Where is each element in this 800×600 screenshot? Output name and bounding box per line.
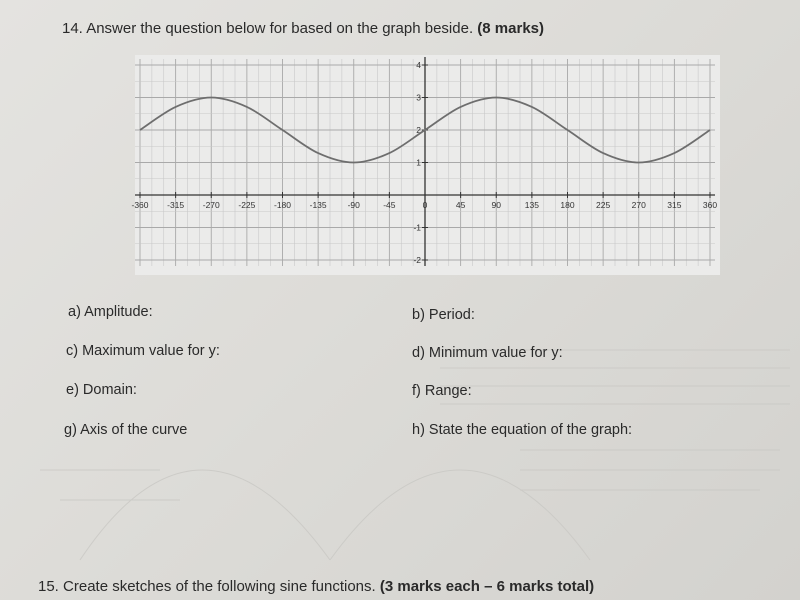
sine-graph (131, 55, 720, 275)
x-tick-label: -180 (273, 200, 292, 210)
question-14-text: 14. Answer the question below for based on the graph beside. (62, 20, 474, 37)
question-f-range: f) Range: (412, 383, 472, 399)
x-tick-label: 225 (596, 200, 611, 210)
question-e-domain: e) Domain: (66, 382, 137, 398)
x-tick-label: 90 (491, 200, 501, 210)
x-tick-label: 270 (631, 200, 646, 210)
x-tick-label: 180 (560, 200, 575, 210)
question-c-maximum: c) Maximum value for y: (66, 343, 220, 359)
x-tick-label: -45 (383, 200, 396, 210)
question-15-title (38, 578, 594, 595)
y-tick-label: 4 (416, 60, 421, 70)
y-tick-label: -1 (413, 222, 421, 233)
sine-graph-svg (131, 55, 720, 275)
x-tick-label: 0 (422, 200, 428, 210)
question-b-period: b) Period: (412, 307, 475, 323)
x-tick-label: -225 (238, 200, 256, 210)
y-tick-label: 1 (416, 157, 421, 168)
question-14-title (62, 20, 544, 37)
x-tick-label: -360 (131, 200, 149, 210)
question-g-axis: g) Axis of the curve (64, 422, 188, 438)
graph-background (135, 55, 720, 275)
question-15-text: 15. Create sketches of the following sine functions. (38, 578, 376, 595)
question-h-equation: h) State the equation of the graph: (412, 422, 633, 438)
question-15-marks: (3 marks each – 6 marks total) (379, 578, 595, 595)
y-tick-label: 2 (416, 125, 421, 135)
x-tick-label: 135 (524, 200, 539, 210)
question-a-amplitude: a) Amplitude: (68, 304, 153, 320)
x-tick-label: 315 (667, 200, 682, 210)
question-14-marks: (8 marks) (477, 20, 544, 37)
x-tick-label: -90 (347, 200, 360, 210)
question-d-minimum: d) Minimum value for y: (412, 345, 563, 361)
y-tick-label: -2 (413, 255, 421, 265)
x-tick-label: 45 (455, 200, 466, 210)
x-tick-label: -315 (167, 200, 185, 210)
y-tick-label: 3 (416, 92, 421, 103)
x-tick-label: -135 (309, 200, 327, 210)
x-tick-label: 360 (702, 200, 718, 210)
x-tick-label: -270 (202, 200, 220, 210)
